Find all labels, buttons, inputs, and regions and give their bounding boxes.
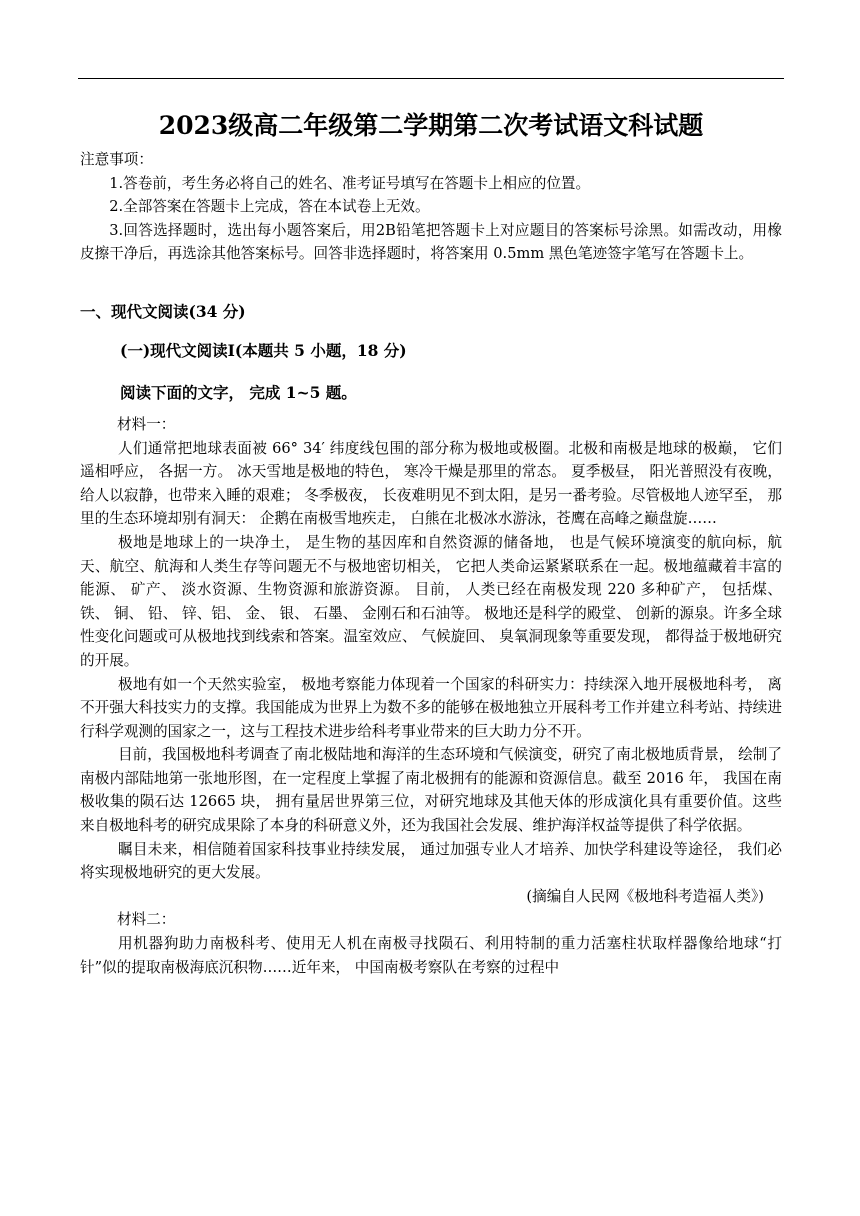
notice-heading: 注意事项：: [80, 151, 153, 168]
material-1-paragraph-4: 目前，我国极地科考调查了南北极陆地和海洋的生态环境和气候演变，研究了南北极地质背景， 绘制了南极内部陆地第一张地形图，在一定程度上掌握了南北极拥有的能源和资源信息。截至 2016 年， 我国在南极收集的陨石达 12665 块， 拥有量居世界第三位，对研究地球及其他天体的形成演化具有重要价值。这些来自极地科考的研究成果除了本身的科研意义外，还为我国社会发展、维护海洋权益等提供了科学依据。: [80, 746, 782, 835]
material-2-paragraph-1: 用机器狗助力南极科考、使用无人机在南极寻找陨石、利用特制的重力活塞柱状取样器像给地球“打针”似的提取南极海底沉积物……近年来， 中国南极考察队在考察的过程中: [80, 935, 782, 976]
material-1-label: 材料一：: [117, 415, 176, 433]
material-2-label: 材料二：: [117, 911, 176, 929]
section-heading: 一、现代文阅读(34 分): [80, 301, 246, 321]
material-1-paragraph-5: 瞩目未来，相信随着国家科技事业持续发展， 通过加强专业人才培养、加快学科建设等途径， 我们必将实现极地研究的更大发展。: [80, 840, 782, 882]
exam-title: 2023级高二年级第二学期第二次考试语文科试题: [158, 111, 704, 140]
notice-item-3: 3.回答选择题时，选出每小题答案后，用2B铅笔把答题卡上对应题目的答案标号涂黑。如需改动，用橡皮擦干净后，再选涂其他答案标号。回答非选择题时，将答案用 0.5mm 黑色笔迹签字笔写在答题卡上。: [80, 221, 782, 263]
material-1-paragraph-2: 极地是地球上的一块净土， 是生物的基因库和自然资源的储备地， 也是气候环境演变的航向标，航天、航空、航海和人类生存等问题无不与极地密切相关， 它把人类命运紧紧联系在一起。极地蕴藏着丰富的能源、 矿产、 淡水资源、生物资源和旅游资源。 目前， 人类已经在南极发现 220 多种矿产， 包括煤、 铁、 铜、 铅、 锌、铝、 金、 银、 石墨、 金刚石和石油等。 极地还是科学的殿堂、 创新的源泉。许多全球性变化问题或可从极地找到线索和答案。温室效应、 气候旋回、 臭氧洞现象等重要发现， 都得益于极地研究的开展。: [80, 533, 782, 669]
document-body: [80, 108, 782, 979]
notice-item-1: 1.答卷前，考生务必将自己的姓名、准考证号填写在答题卡上相应的位置。: [109, 174, 591, 192]
material-1-source: (摘编自人民网《极地科考造福人类》): [526, 887, 764, 905]
reading-instruction: 阅读下面的文字， 完成 1~5 题。: [120, 382, 357, 402]
notice-item-2: 2.全部答案在答题卡上完成，答在本试卷上无效。: [109, 198, 430, 216]
material-1-paragraph-1: 人们通常把地球表面被 66° 34′ 纬度线包围的部分称为极地或极圈。北极和南极是地球的极巅， 它们遥相呼应， 各据一方。 冰天雪地是极地的特色， 寒冷干燥是那里的常态。 夏季极昼， 阳光普照没有夜晚，给人以寂静，也带来入睡的艰难； 冬季极夜， 长夜难明见不到太阳，是另一番考验。尽管极地人迹罕至， 那里的生态环境却别有洞天： 企鹅在南极雪地疾走， 白熊在北极冰水游泳，苍鹰在高峰之巅盘旋……: [80, 439, 782, 528]
header-rule: [78, 78, 784, 79]
sub-section-heading: (一)现代文阅读Ⅰ(本题共 5 小题，18 分): [120, 340, 407, 360]
material-1-paragraph-3: 极地有如一个天然实验室， 极地考察能力体现着一个国家的科研实力：持续深入地开展极地科考， 离不开强大科技实力的支撑。我国能成为世界上为数不多的能够在极地独立开展科考工作并建立科考站、持续进行科学观测的国家之一，这与工程技术进步给科考事业带来的巨大助力分不开。: [80, 675, 782, 740]
